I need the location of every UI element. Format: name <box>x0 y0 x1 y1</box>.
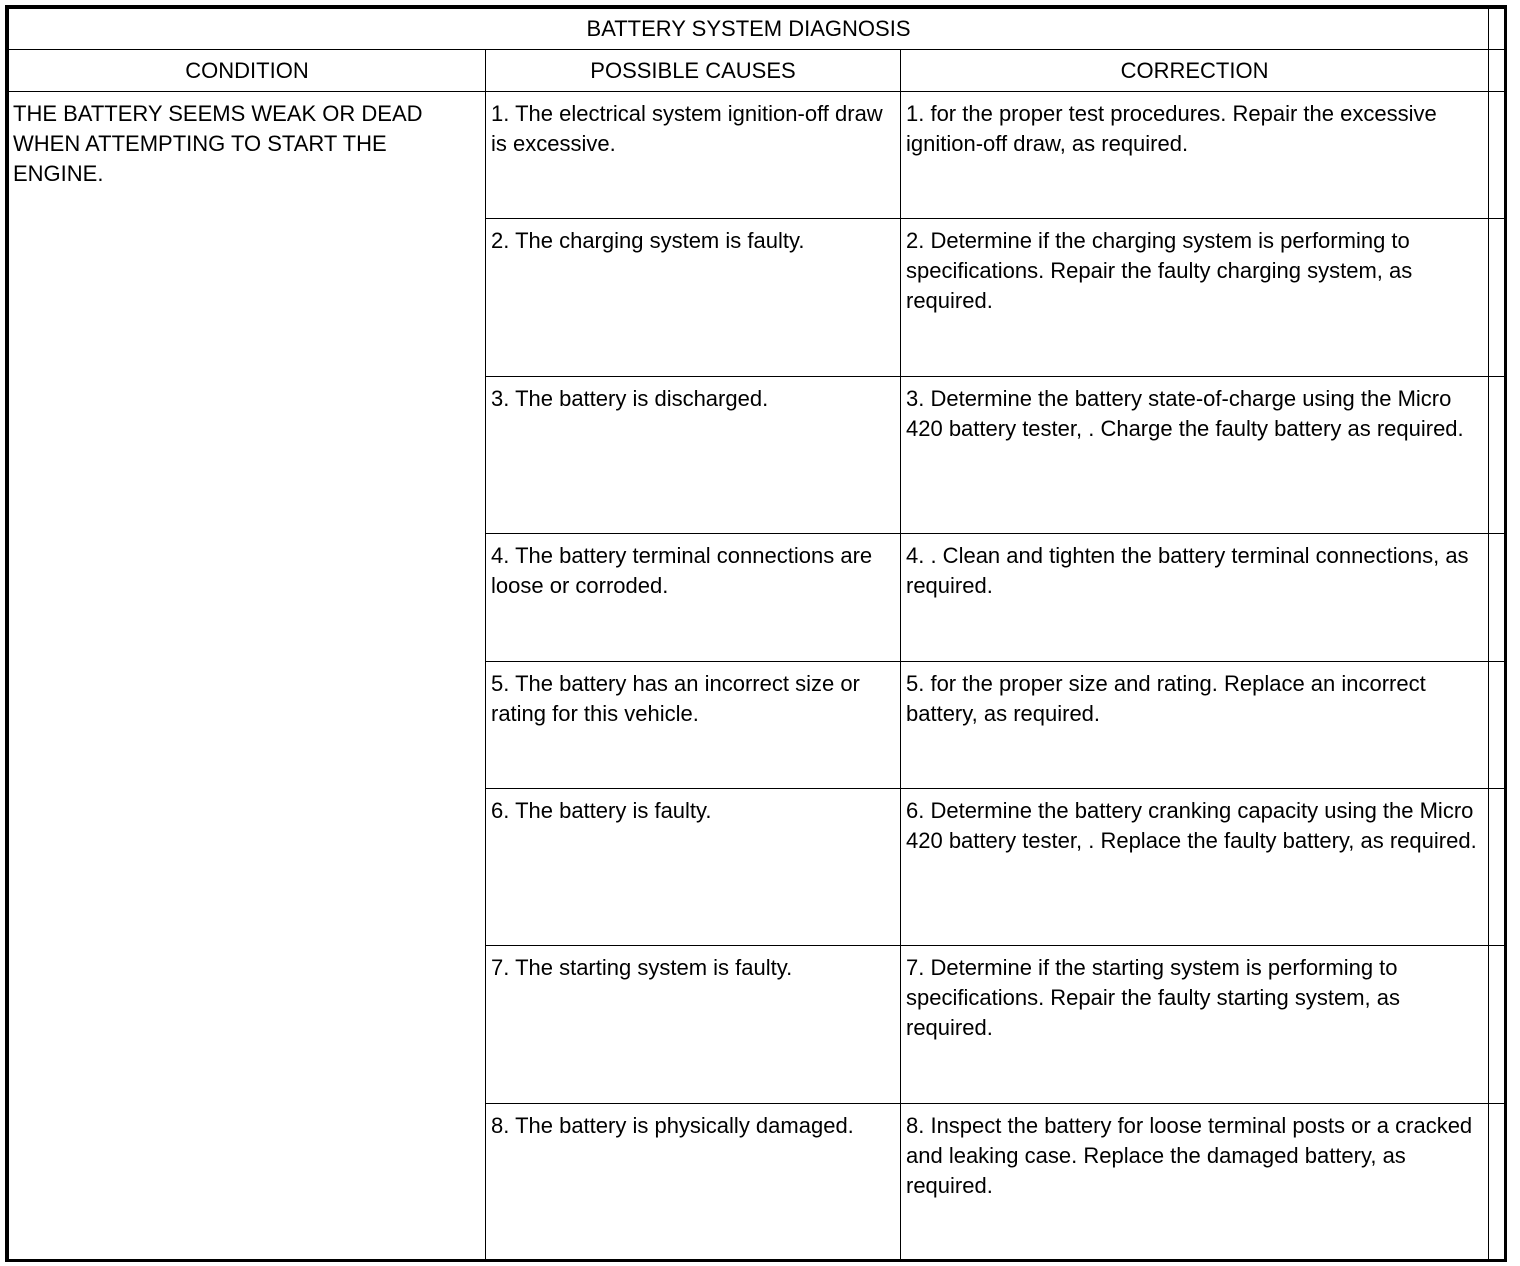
correction-text: 5. for the proper size and rating. Replace an incorrect battery, as required. <box>906 671 1426 726</box>
correction-text: 2. Determine if the charging system is performing to specifications. Repair the faulty charging system, as required. <box>906 228 1413 313</box>
correction-cell <box>901 534 1489 662</box>
table-row <box>9 92 1507 219</box>
correction-cell <box>901 1104 1489 1260</box>
right-margin-cell <box>1489 1104 1507 1260</box>
cause-text: 2. The charging system is faulty. <box>491 228 805 253</box>
cause-cell <box>486 946 901 1104</box>
right-margin-cell <box>1489 92 1507 219</box>
header-correction: CORRECTION <box>901 50 1489 92</box>
cause-cell <box>486 1104 901 1260</box>
right-margin-cell <box>1489 9 1507 50</box>
cause-cell <box>486 789 901 946</box>
right-margin-cell <box>1489 219 1507 377</box>
title-row <box>9 9 1507 50</box>
cause-text: 6. The battery is faulty. <box>491 798 712 823</box>
header-row <box>9 50 1507 92</box>
right-margin-cell <box>1489 662 1507 789</box>
correction-text: 6. Determine the battery cranking capacity using the Micro 420 battery tester, . Replace the faulty battery, as required. <box>906 798 1477 853</box>
right-margin-cell <box>1489 789 1507 946</box>
header-condition: CONDITION <box>9 50 486 92</box>
correction-cell <box>901 789 1489 946</box>
cause-text: 5. The battery has an incorrect size or rating for this vehicle. <box>491 671 860 726</box>
cause-cell <box>486 534 901 662</box>
table-title: BATTERY SYSTEM DIAGNOSIS <box>9 9 1489 50</box>
cause-cell <box>486 377 901 534</box>
correction-cell <box>901 662 1489 789</box>
cause-cell <box>486 92 901 219</box>
condition-text: THE BATTERY SEEMS WEAK OR DEAD WHEN ATTEMPTING TO START THE ENGINE. <box>13 101 423 186</box>
cause-text: 3. The battery is discharged. <box>491 386 769 411</box>
cause-cell <box>486 219 901 377</box>
right-margin-cell <box>1489 50 1507 92</box>
battery-diagnosis-table <box>8 8 1507 1260</box>
correction-cell <box>901 377 1489 534</box>
correction-text: 7. Determine if the starting system is performing to specifications. Repair the faulty starting system, as required. <box>906 955 1400 1040</box>
cause-text: 1. The electrical system ignition-off draw is excessive. <box>491 101 883 156</box>
cause-text: 7. The starting system is faulty. <box>491 955 793 980</box>
correction-text: 8. Inspect the battery for loose terminal posts or a cracked and leaking case. Replace the damaged battery, as required. <box>906 1113 1473 1198</box>
correction-text: 4. . Clean and tighten the battery terminal connections, as required. <box>906 543 1469 598</box>
correction-cell <box>901 92 1489 219</box>
condition-cell <box>9 92 486 1260</box>
right-margin-cell <box>1489 377 1507 534</box>
correction-cell <box>901 946 1489 1104</box>
right-margin-cell <box>1489 534 1507 662</box>
cause-text: 4. The battery terminal connections are loose or corroded. <box>491 543 873 598</box>
correction-text: 1. for the proper test procedures. Repair the excessive ignition-off draw, as required. <box>906 101 1437 156</box>
header-possible-causes: POSSIBLE CAUSES <box>486 50 901 92</box>
cause-text: 8. The battery is physically damaged. <box>491 1113 854 1138</box>
correction-text: 3. Determine the battery state-of-charge using the Micro 420 battery tester, . Charge the faulty battery as required. <box>906 386 1464 441</box>
cause-cell <box>486 662 901 789</box>
right-margin-cell <box>1489 946 1507 1104</box>
correction-cell <box>901 219 1489 377</box>
